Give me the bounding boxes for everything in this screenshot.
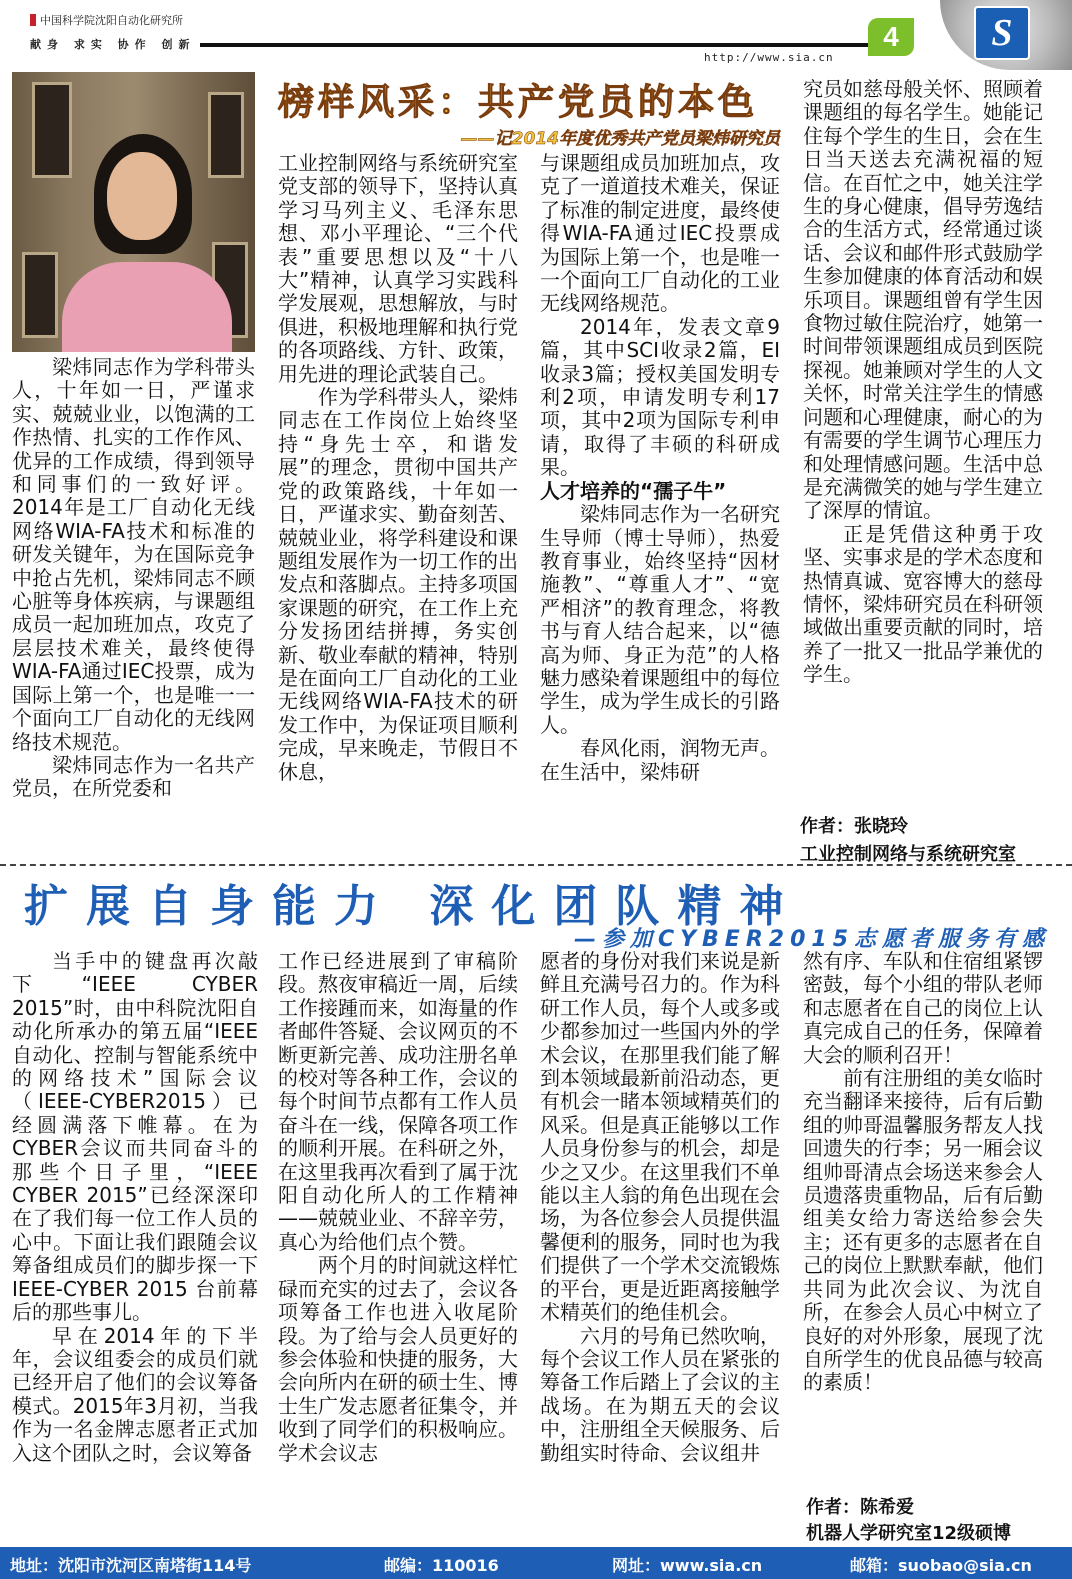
article1-col3-para: 与课题组成员加班加点，攻克了一道道技术难关，保证了标准的制定进度，最终使得WIA-FA通过IEC投票成为国际上第一个，也是唯一一个面向工厂自动化的工业无线网络规范。 (540, 152, 780, 316)
article1-column-1 (12, 356, 255, 856)
page-number-badge: 4 (868, 18, 914, 56)
footer-bar (0, 1547, 1072, 1579)
article1-column-4 (803, 78, 1043, 786)
article1-title: 榜样风采：共产党员的本色 (278, 82, 759, 123)
footer-website[interactable]: 网址：www.sia.cn (612, 1556, 763, 1575)
article-separator (0, 864, 1072, 866)
article1-col4-para2: 正是凭借这种勇于攻坚、实事求是的学术态度和热情真诚、宽容博大的慈母情怀，梁炜研究员在科研领域做出重要贡献的同时，培养了一批又一批品学兼优的学生。 (803, 521, 1043, 687)
article1-col3-para2: 2014年，发表文章9篇，其中SCI收录2篇，EI收录3篇；授权美国发明专利2项，申请发明专利17项，其中2项为国际专利申请，取得了丰硕的科研成果。 (540, 314, 780, 480)
article2-col2-para2: 两个月的时间就这样忙碌而充实的过去了，会议各项筹备工作也进入收尾阶段。为了给与会人员更好的参会体验和快捷的服务，大会向所内在研的硕士生、博士生广发志愿者征集令，并收到了同学们的积极响应。学术会议志 (278, 1253, 518, 1465)
header-rule (200, 43, 900, 47)
article2-author-dept: 机器人学研究室12级硕博 (806, 1523, 1012, 1544)
article1-col3-para3: 梁炜同志作为一名研究生导师（博士导师），热爱教育事业，始终坚持“因材施教”、“尊重人才”、“宽严相济”的教育理念，将教书与育人结合起来，以“德高为师、身正为范”的人格魅力感染着课题组中的每位学生，成为学生成长的引路人。 (540, 502, 780, 737)
article1-col1-para: 梁炜同志作为学科带头人，十年如一日，严谨求实、兢兢业业，以饱满的工作热情、扎实的工作作风、优异的工作成绩，得到领导和同事们的一致好评。2014年是工厂自动化无线网络WIA-FA技术和标准的研发关键年，为在国际竞争中抢占先机，梁炜同志不顾心脏等身体疾病，与课题组成员一起加班加点，攻克了层层技术难关，最终使得WIA-FA通过IEC投票，成为国际上第一个，也是唯一一个面向工厂自动化的无线网络技术规范。 (12, 356, 255, 754)
institution-motto: 献身 求实 协作 创新 (30, 38, 196, 51)
footer-address: 地址：沈阳市沈河区南塔街114号 (10, 1556, 252, 1575)
article2-column-2 (278, 950, 518, 1545)
article1-col3-para4: 春风化雨，润物无声。在生活中，梁炜研 (540, 736, 780, 784)
article2-column-4 (803, 950, 1043, 1470)
article2-col3-para: 愿者的身份对我们来说是新鲜且充满号召力的。作为科研工作人员，每个人或多或少都参加过一些国内外的学术会议，在那里我们能了解到本领域最新前沿动态，更有机会一睹本领域精英们的风采。但是真正能够以工作人员身份参与的机会，却是少之又少。在这里我们不单能以主人翁的角色出现在会场，为各位参会人员提供温馨便利的服务，同时也为我们提供了一个学术交流锻炼的平台，更是近距离接触学术精英们的绝佳机会。 (540, 950, 780, 1325)
article1-col2-para2: 作为学科带头人，梁炜同志在工作岗位上始终坚持“身先士卒，和谐发展”的理念，贯彻中国共产党的政策路线，十年如一日，严谨求实、勤奋刻苦、兢兢业业，将学科建设和课题组发展作为一切工作的出发点和落脚点。主持多项国家课题的研究，在工作上充分发扬团结拼搏，务实创新、敬业奉献的精神，特别是在面向工厂自动化的工业无线网络WIA-FA技术的研发工作中，为保证项目顺利完成，早来晚走，节假日不休息， (278, 385, 518, 784)
header-url[interactable]: http://www.sia.cn (704, 51, 834, 64)
article2-col3-para2: 六月的号角已然吹响，每个会议工作人员在紧张的筹备工作后踏上了会议的主战场。在为期五天的会议中，注册组全天候服务、后勤组实时待命、会议组井 (540, 1323, 780, 1465)
header-accent-bar (30, 14, 36, 26)
article2-col4-para: 然有序、车队和住宿组紧锣密鼓，每个小组的带队老师和志愿者在自己的岗位上认真完成自己的任务，保障着大会的顺利召开！ (803, 950, 1043, 1067)
sia-logo: S (974, 6, 1030, 60)
footer-email[interactable]: 邮箱：suobao@sia.cn (850, 1556, 1032, 1575)
footer-postcode: 邮编：110016 (384, 1556, 499, 1575)
article1-col4-para: 究员如慈母般关怀、照顾着课题组的每名学生。她能记住每个学生的生日，会在生日当天送去充满祝福的短信。在百忙之中，她关注学生的身心健康，倡导劳逸结合的生活方式，经常通过谈话、会议和邮件形式鼓励学生参加健康的体育活动和娱乐项目。课题组曾有学生因食物过敏住院治疗，她第一时间带领课题组成员到医院探视。她兼顾对学生的人文关怀，时常关注学生的情感问题和心理健康，耐心的为有需要的学生调节心理压力和处理情感问题。生活中总是充满微笑的她与学生建立了深厚的情谊。 (803, 78, 1043, 523)
article1-column-2 (278, 152, 518, 858)
article1-col1-para2: 梁炜同志作为一名共产党员，在所党委和 (12, 752, 255, 801)
article1-column-3 (540, 152, 780, 858)
article2-col1-para2: 早在2014年的下半年，会议组委会的成员们就已经开启了他们的会议筹备模式。2015年3月初，当我作为一名金牌志愿者正式加入这个团队之时，会议筹备 (12, 1323, 258, 1465)
article2-col1-para: 当手中的键盘再次敲下“IEEE CYBER 2015”时，由中科院沈阳自动化所承办的第五届“IEEE自动化、控制与智能系统中的网络技术”国际会议（IEEE-CYBER2015）已经圆满落下帷幕。在为CYBER会议而共同奋斗的那些个日子里，“IEEE CYBER 2015”已经深深印在了我们每一位工作人员的心中。下面让我们跟随会议筹备组成员们的脚步探一下IEEE-CYBER 2015 台前幕后的那些事儿。 (12, 950, 258, 1325)
institution-name: 中国科学院沈阳自动化研究所 (40, 14, 183, 27)
article2-column-3 (540, 950, 780, 1545)
article1-subtitle: ——记2014年度优秀共产党员梁炜研究员 (460, 129, 780, 149)
article2-column-1 (12, 950, 258, 1545)
article2-subtitle: —参加CYBER2015志愿者服务有感 (573, 927, 1050, 952)
article2-author: 作者：陈希爱 (806, 1497, 914, 1518)
article2-col4-para2: 前有注册组的美女临时充当翻译来接待，后有后勤组的帅哥温馨服务帮友人找回遗失的行李；另一厢会议组帅哥清点会场送来参会人员遗落贵重物品，后有后勤组美女给力寄送给参会失主；还有更多的志愿者在自己的岗位上默默奉献，他们共同为此次会议、为沈自所，在参会人员心中树立了良好的对外形象，展现了沈自所学生的优良品德与较高的素质！ (803, 1066, 1043, 1395)
article2-col2-para: 工作已经进展到了审稿阶段。熬夜审稿近一周，后续工作接踵而来，如海量的作者邮件答疑、会议网页的不断更新完善、成功注册名单的校对等各种工作，会议的每个时间节点都有工作人员奋斗在一线，保障各项工作的顺利开展。在科研之外，在这里我再次看到了属于沈阳自动化所人的工作精神——兢兢业业、不辞辛劳，真心为给他们点个赞。 (278, 950, 518, 1254)
article1-col2-para: 工业控制网络与系统研究室党支部的领导下，坚持认真学习马列主义、毛泽东思想、邓小平理论、“三个代表”重要思想以及“十八大”精神，认真学习实践科学发展观，思想解放，与时俱进，积极地理解和执行党的各项路线、方针、政策，用先进的理论武装自己。 (278, 152, 518, 386)
portrait-photo (12, 72, 255, 352)
article1-author: 作者：张晓玲 (800, 816, 908, 837)
article2-title: 扩展自身能力 深化团队精神 (24, 881, 802, 932)
article1-author-dept: 工业控制网络与系统研究室 (800, 844, 1016, 865)
article1-col3-subheading: 人才培养的“孺子牛” (540, 478, 727, 503)
